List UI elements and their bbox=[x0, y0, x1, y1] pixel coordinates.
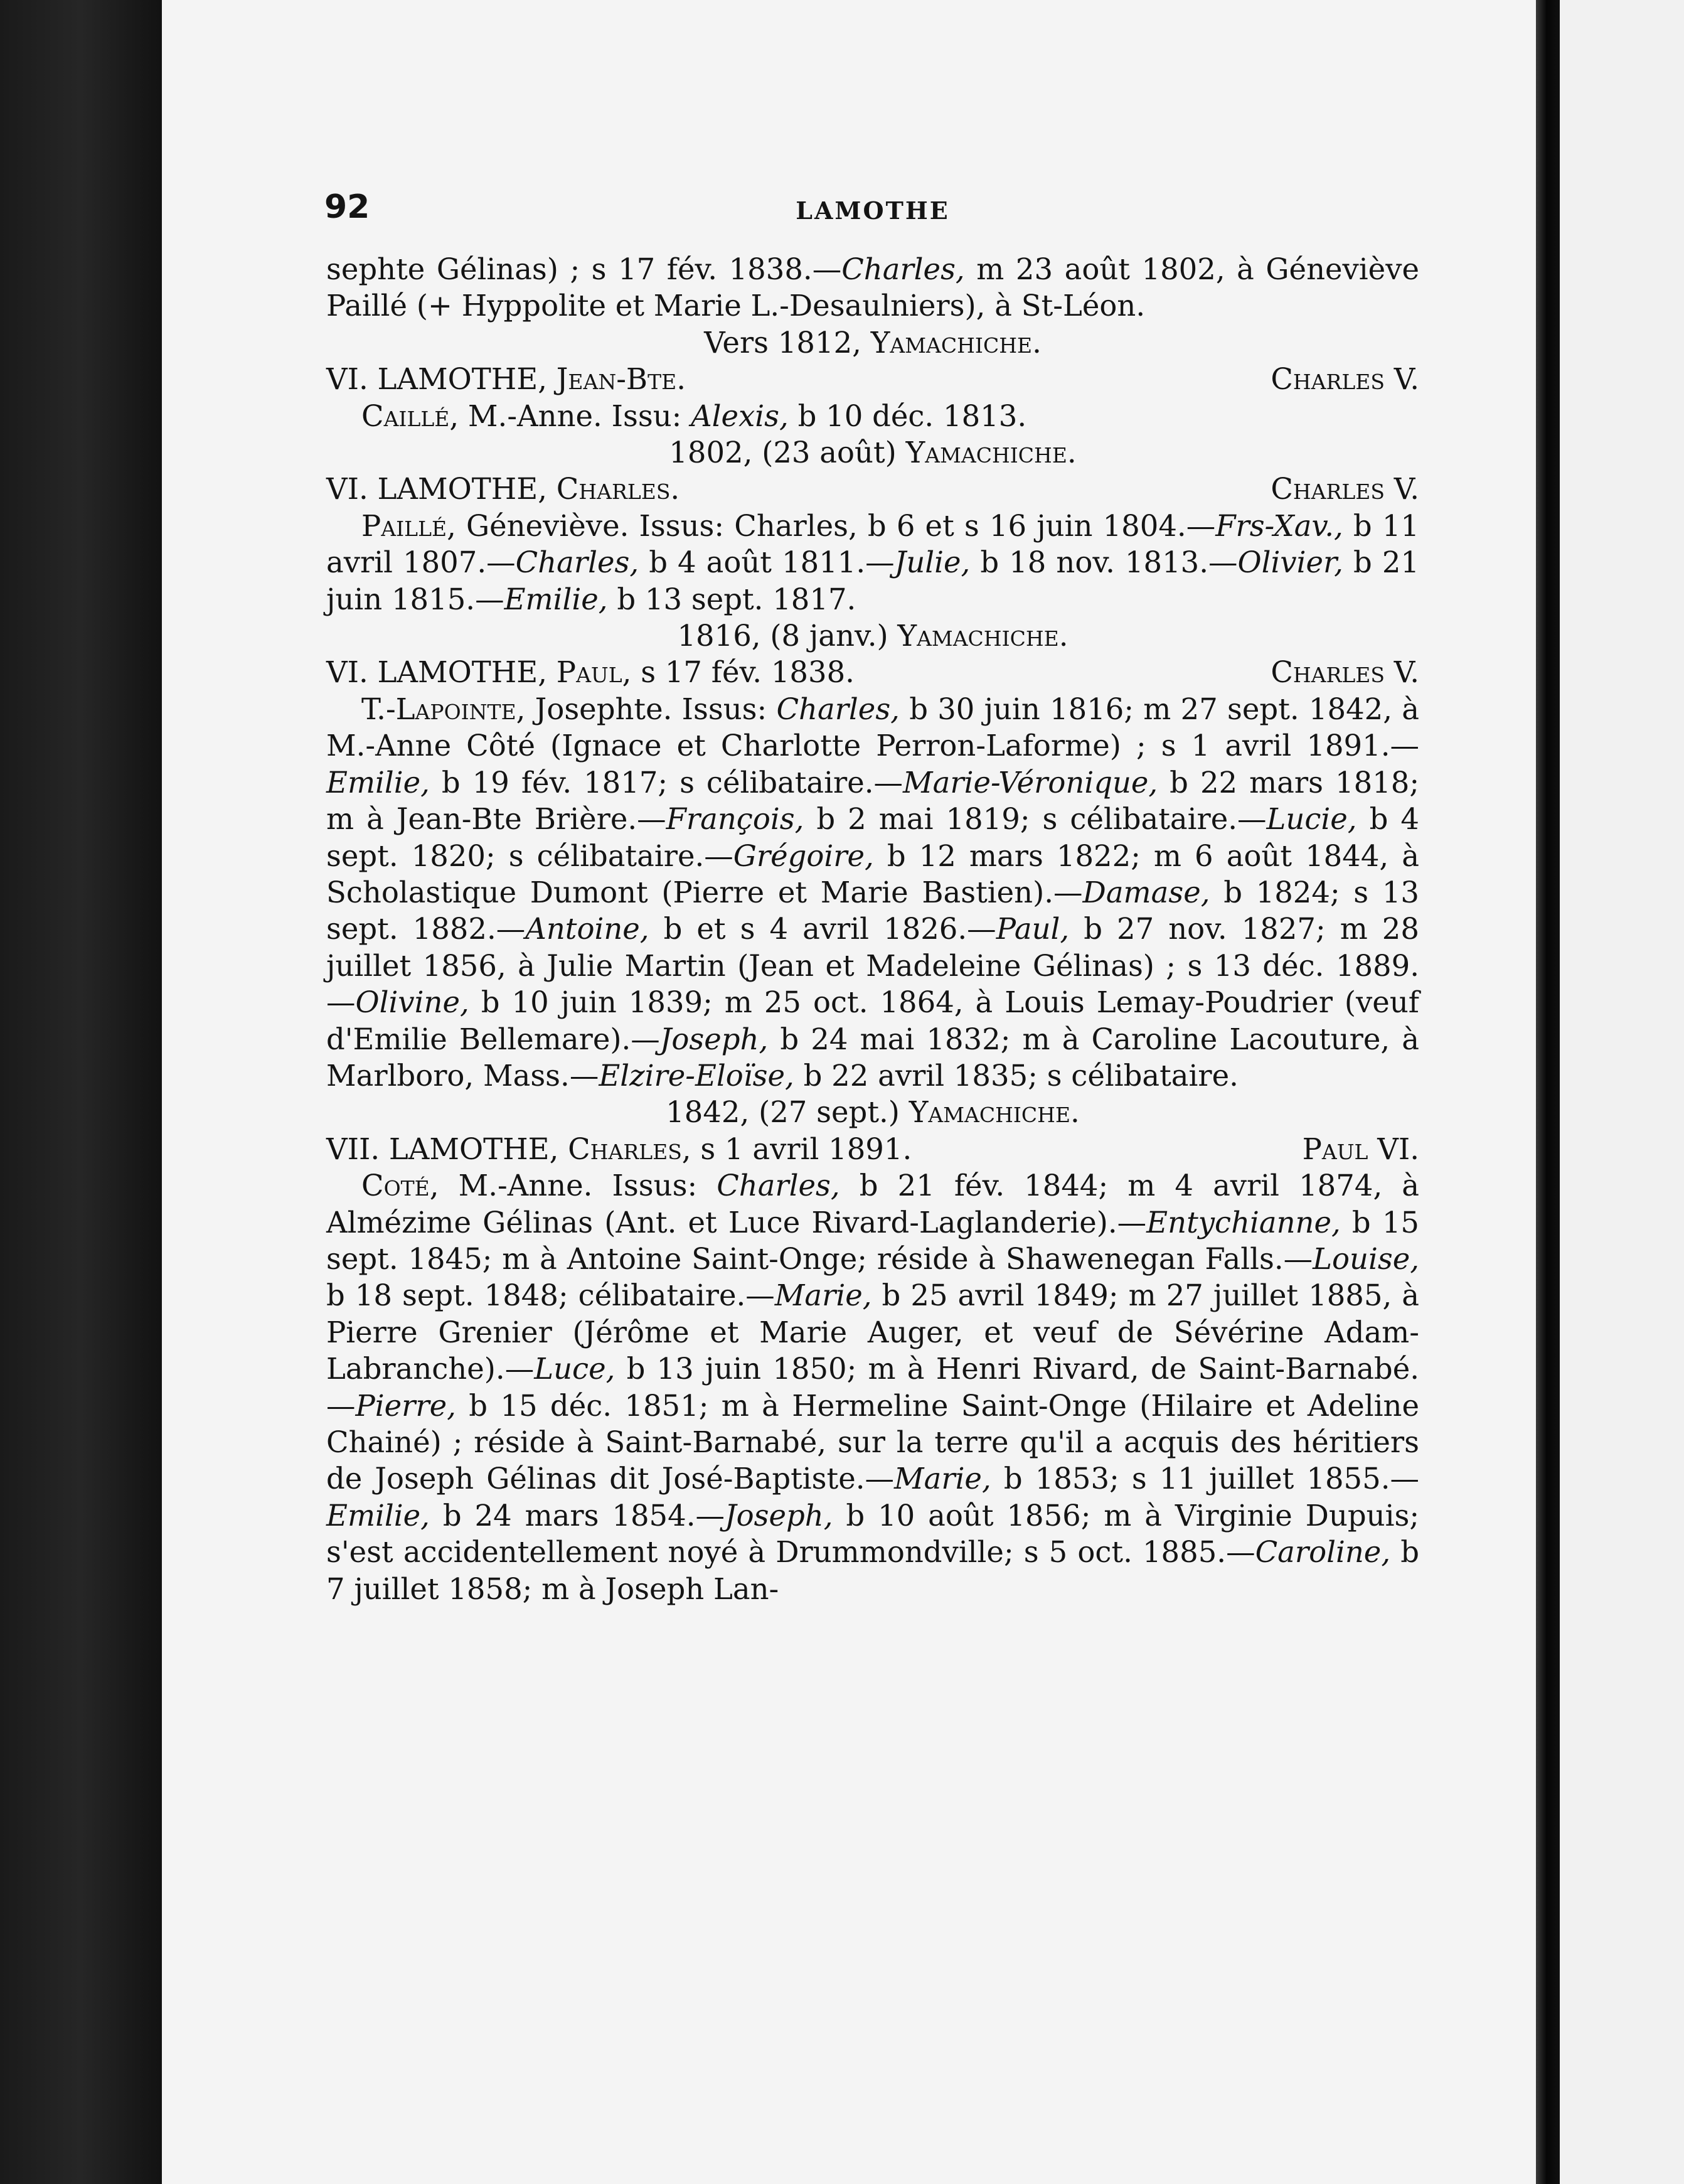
page-header bbox=[326, 188, 1419, 226]
entry-name bbox=[326, 654, 855, 690]
text-run: b 12 mars 1822; m 6 août 1844, à Scholastique Dumont (Pierre et Marie Bastien).— bbox=[326, 838, 1419, 909]
italic-name: Emilie, bbox=[504, 582, 608, 616]
small-caps-text: Paul, bbox=[556, 655, 632, 690]
small-caps-text: Coté, bbox=[361, 1169, 439, 1203]
scan-margin-left bbox=[0, 0, 162, 2184]
text-run: b 21 fév. 1844; m 4 avril 1874, à Almézime Gélinas (Ant. et Luce Rivard-Laglanderie).— bbox=[326, 1169, 1420, 1239]
continued-paragraph bbox=[326, 251, 1419, 324]
text-run: b 2 mai 1819; s célibataire.— bbox=[804, 802, 1267, 837]
italic-name: Caroline, bbox=[1255, 1535, 1391, 1570]
text-run: b 15 déc. 1851; m à Hermeline Saint-Onge (Hilaire et Adeline Chainé) ; réside à Saint-Barnabé, sur la terre qu'il a acquis des héritiers de Joseph Gélinas dit José-Baptiste.— bbox=[326, 1388, 1419, 1496]
genealogy-entry-heading bbox=[326, 471, 1419, 507]
small-caps-text: Jean-Bte. bbox=[556, 362, 686, 397]
italic-name: Paul, bbox=[996, 912, 1070, 946]
italic-name: Marie, bbox=[894, 1462, 991, 1496]
italic-name: Joseph, bbox=[725, 1498, 833, 1533]
marriage-date-line bbox=[326, 618, 1419, 654]
text-body bbox=[326, 251, 1419, 1607]
italic-name: Pierre, bbox=[355, 1388, 456, 1423]
italic-name: Charles, bbox=[717, 1169, 840, 1203]
italic-name: Frs-Xav., bbox=[1215, 508, 1343, 543]
small-caps-text: Charles bbox=[1271, 655, 1385, 690]
italic-name: Grégoire, bbox=[733, 838, 874, 873]
text-run: s 17 fév. 1838. bbox=[631, 655, 855, 690]
entry-name bbox=[326, 471, 679, 507]
small-caps-text: Yamachiche. bbox=[870, 325, 1042, 360]
text-run: b 22 mars 1818; m à Jean-Bte Brière.— bbox=[326, 765, 1419, 837]
italic-name: Elzire-Eloïse, bbox=[599, 1058, 794, 1093]
italic-name: Damase, bbox=[1082, 875, 1210, 909]
text-run: V. bbox=[1384, 362, 1419, 397]
text-run: b 11 avril 1807.— bbox=[326, 508, 1420, 580]
italic-name: Luce, bbox=[534, 1352, 616, 1386]
small-caps-text: Charles bbox=[1271, 472, 1385, 506]
entry-parent-ref bbox=[1303, 1131, 1419, 1167]
text-run: sephte Gélinas) ; s 17 fév. 1838.— bbox=[326, 252, 842, 286]
children-paragraph bbox=[326, 1167, 1419, 1607]
text-run: VI. LAMOTHE, bbox=[326, 362, 557, 397]
text-run: b 1853; s 11 juillet 1855.— bbox=[991, 1462, 1419, 1496]
text-run: s 1 avril 1891. bbox=[691, 1132, 912, 1166]
italic-name: Emilie, bbox=[326, 765, 430, 800]
italic-name: Charles, bbox=[776, 692, 900, 726]
text-run: b 4 sept. 1820; s célibataire.— bbox=[326, 802, 1419, 873]
children-paragraph bbox=[326, 508, 1419, 618]
marriage-date-line bbox=[326, 1094, 1419, 1130]
text-run: m 23 août 1802, à Géneviève Paillé (+ Hyppolite et Marie L.-Desaulniers), à St-Léon. bbox=[326, 252, 1419, 323]
italic-name: Emilie, bbox=[326, 1498, 430, 1533]
text-run: b 30 juin 1816; m 27 sept. 1842, à M.-Anne Côté (Ignace et Charlotte Perron-Laforme) ; s 1 avril 1891.— bbox=[326, 692, 1419, 763]
marriage-date-line bbox=[326, 324, 1419, 361]
entry-name bbox=[326, 1131, 912, 1167]
text-run: b 10 août 1856; m à Virginie Dupuis; s'est accidentellement noyé à Drummondville; s 5 oct. 1885.— bbox=[326, 1498, 1420, 1570]
small-caps-text: Charles. bbox=[556, 472, 680, 506]
text-run: b 27 nov. 1827; m 28 juillet 1856, à Julie Martin (Jean et Madeleine Gélinas) ; s 13 déc. 1889. — bbox=[326, 912, 1419, 1020]
book-gutter bbox=[1536, 0, 1560, 2184]
adjacent-page-edge bbox=[1560, 0, 1684, 2184]
small-caps-text: Yamachiche. bbox=[905, 436, 1077, 470]
text-run: b 21 juin 1815.— bbox=[326, 545, 1419, 616]
text-run: b 4 août 1811.— bbox=[639, 545, 895, 580]
text-run: b 19 fév. 1817; s célibataire.— bbox=[429, 765, 903, 800]
text-run: V. bbox=[1384, 655, 1419, 690]
entry-parent-ref bbox=[1271, 361, 1419, 397]
entry-parent-ref bbox=[1271, 654, 1419, 690]
text-run: b 22 avril 1835; s célibataire. bbox=[794, 1058, 1239, 1093]
italic-name: Joseph, bbox=[659, 1022, 769, 1056]
small-caps-text: Paul bbox=[1302, 1132, 1368, 1166]
italic-name: Louise, bbox=[1313, 1241, 1419, 1276]
text-run: b et s 4 avril 1826.— bbox=[649, 912, 996, 946]
text-run: b 13 sept. 1817. bbox=[607, 582, 856, 616]
small-caps-text: Charles, bbox=[568, 1132, 691, 1166]
text-run: b 10 déc. 1813. bbox=[788, 399, 1027, 433]
italic-name: Olivier, bbox=[1237, 545, 1343, 580]
genealogy-entry-heading bbox=[326, 361, 1419, 397]
spouse-line bbox=[326, 398, 1419, 434]
italic-name: Entychianne, bbox=[1146, 1205, 1341, 1239]
text-run: b 18 sept. 1848; célibataire.— bbox=[326, 1278, 775, 1313]
genealogy-entry-heading bbox=[326, 654, 1419, 690]
text-run: 1802, (23 août) bbox=[669, 436, 906, 470]
text-run: V. bbox=[1384, 472, 1419, 506]
running-head: LAMOTHE bbox=[796, 196, 950, 225]
italic-name: Antoine, bbox=[525, 912, 649, 946]
text-run: b 24 mars 1854.— bbox=[429, 1498, 725, 1533]
italic-name: Alexis, bbox=[691, 399, 789, 433]
text-run: b 25 avril 1849; m 27 juillet 1885, à Pierre Grenier (Jérôme et Marie Auger, et veuf de Sévérine Adam-Labranche).— bbox=[326, 1278, 1419, 1386]
text-run: VI. LAMOTHE, bbox=[326, 472, 557, 506]
small-caps-text: Caillé, bbox=[361, 399, 459, 433]
text-run: 1842, (27 sept.) bbox=[666, 1095, 909, 1130]
italic-name: Marie-Véronique, bbox=[903, 765, 1158, 800]
italic-name: Charles, bbox=[841, 252, 965, 286]
small-caps-text: T.-Lapointe, bbox=[361, 692, 526, 726]
text-run: b 18 nov. 1813.— bbox=[970, 545, 1238, 580]
page-number: 92 bbox=[324, 188, 370, 226]
small-caps-text: Yamachiche. bbox=[897, 619, 1068, 653]
italic-name: Julie, bbox=[894, 545, 971, 580]
text-run: b 13 juin 1850; m à Henri Rivard, de Saint-Barnabé.— bbox=[326, 1352, 1419, 1423]
small-caps-text: Yamachiche. bbox=[909, 1095, 1080, 1130]
small-caps-text: Charles bbox=[1271, 362, 1385, 397]
marriage-date-line bbox=[326, 434, 1419, 471]
text-run: VII. LAMOTHE, bbox=[326, 1132, 568, 1166]
italic-name: Olivine, bbox=[355, 985, 469, 1020]
text-run: 1816, (8 janv.) bbox=[677, 619, 898, 653]
text-run: b 1824; s 13 sept. 1882.— bbox=[326, 875, 1420, 946]
entry-parent-ref bbox=[1271, 471, 1419, 507]
text-run: b 15 sept. 1845; m à Antoine Saint-Onge; réside à Shawenegan Falls.— bbox=[326, 1205, 1419, 1276]
text-run: Géneviève. Issus: Charles, b 6 et s 16 juin 1804.— bbox=[456, 508, 1216, 543]
children-paragraph bbox=[326, 691, 1419, 1094]
italic-name: François, bbox=[666, 802, 804, 837]
italic-name: Lucie, bbox=[1266, 802, 1357, 837]
text-run: M.-Anne. Issus: bbox=[439, 1169, 717, 1203]
text-run: VI. LAMOTHE, bbox=[326, 655, 557, 690]
text-run: Vers 1812, bbox=[704, 325, 871, 360]
italic-name: Charles, bbox=[515, 545, 639, 580]
entry-name bbox=[326, 361, 686, 397]
text-run: b 7 juillet 1858; m à Joseph Lan- bbox=[326, 1535, 1419, 1606]
small-caps-text: Paillé, bbox=[361, 508, 456, 543]
text-run: b 24 mai 1832; m à Caroline Lacouture, à Marlboro, Mass.— bbox=[326, 1022, 1419, 1093]
italic-name: Marie, bbox=[774, 1278, 872, 1313]
text-run: b 10 juin 1839; m 25 oct. 1864, à Louis Lemay-Poudrier (veuf d'Emilie Bellemare).— bbox=[326, 985, 1419, 1056]
genealogy-entry-heading bbox=[326, 1131, 1419, 1167]
text-run: M.-Anne. Issu: bbox=[459, 399, 691, 433]
book-page bbox=[326, 188, 1419, 2134]
text-run: VI. bbox=[1368, 1132, 1419, 1166]
text-run: Josephte. Issus: bbox=[525, 692, 777, 726]
